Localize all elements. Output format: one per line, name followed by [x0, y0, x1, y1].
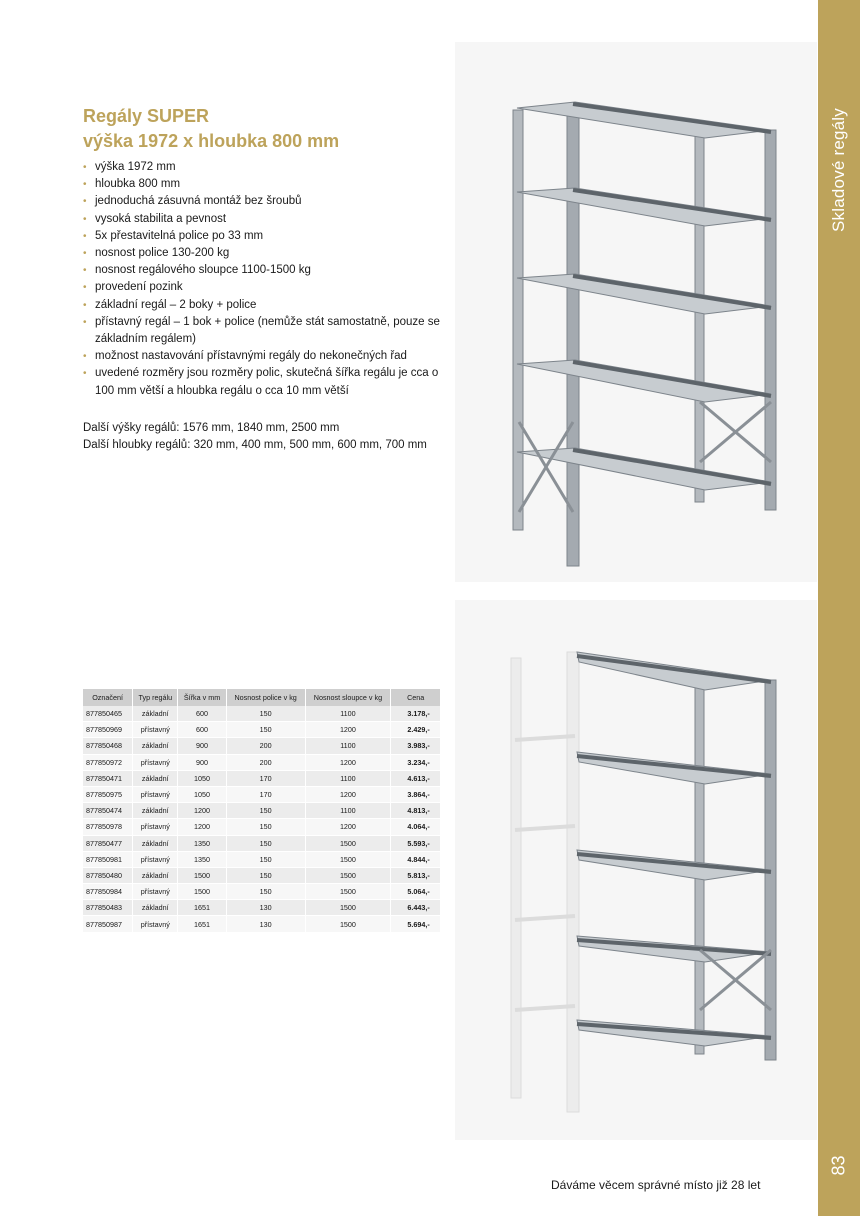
- cell-code: 877850474: [83, 803, 133, 819]
- cell-width: 1500: [178, 867, 226, 883]
- cell-type: přístavný: [133, 851, 178, 867]
- cell-type: přístavný: [133, 722, 178, 738]
- cell-shelf-load: 200: [226, 738, 305, 754]
- additional-depths: Další hloubky regálů: 320 mm, 400 mm, 500 mm, 600 mm, 700 mm: [83, 439, 427, 451]
- cell-width: 1050: [178, 770, 226, 786]
- cell-price: 4.844,-: [391, 851, 441, 867]
- cell-width: 600: [178, 722, 226, 738]
- cell-shelf-load: 150: [226, 722, 305, 738]
- cell-shelf-load: 150: [226, 851, 305, 867]
- cell-shelf-load: 170: [226, 770, 305, 786]
- cell-price: 4.813,-: [391, 803, 441, 819]
- table-row: [83, 803, 441, 819]
- cell-price: 4.613,-: [391, 770, 441, 786]
- table-row: [83, 835, 441, 851]
- cell-width: 1350: [178, 835, 226, 851]
- shelf-addon-illustration: [455, 600, 817, 1140]
- cell-price: 5.064,-: [391, 884, 441, 900]
- feature-item: • uvedené rozměry jsou rozměry polic, skutečná šířka regálu je cca o 100 mm větší a hloubka regálu o cca 10 mm větší: [83, 365, 443, 399]
- table-row: [83, 851, 441, 867]
- cell-code: 877850969: [83, 722, 133, 738]
- cell-width: 1050: [178, 786, 226, 802]
- feature-item: • 5x přestavitelná police po 33 mm: [83, 228, 443, 245]
- section-title-text: Skladové regály: [829, 108, 848, 232]
- cell-type: základní: [133, 803, 178, 819]
- cell-shelf-load: 150: [226, 706, 305, 722]
- cell-type: základní: [133, 706, 178, 722]
- cell-type: základní: [133, 900, 178, 916]
- cell-shelf-load: 150: [226, 835, 305, 851]
- cell-width: 1200: [178, 803, 226, 819]
- feature-list: [83, 159, 443, 400]
- shelf-photo-basic: [455, 42, 817, 582]
- cell-code: 877850471: [83, 770, 133, 786]
- feature-item: • hloubka 800 mm: [83, 176, 443, 193]
- cell-price: 3.864,-: [391, 786, 441, 802]
- cell-column-load: 1500: [305, 835, 391, 851]
- feature-item: • provedení pozink: [83, 279, 443, 296]
- cell-type: přístavný: [133, 786, 178, 802]
- table-row: [83, 754, 441, 770]
- cell-width: 1500: [178, 884, 226, 900]
- cell-type: přístavný: [133, 916, 178, 932]
- cell-type: přístavný: [133, 754, 178, 770]
- cell-width: 1651: [178, 916, 226, 932]
- cell-column-load: 1500: [305, 916, 391, 932]
- column-header: Nosnost sloupce v kg: [305, 689, 391, 706]
- cell-type: přístavný: [133, 884, 178, 900]
- cell-price: 5.813,-: [391, 867, 441, 883]
- cell-price: 6.443,-: [391, 900, 441, 916]
- cell-column-load: 1500: [305, 851, 391, 867]
- feature-item: • přístavný regál – 1 bok + police (nemůže stát samostatně, pouze se základním regálem): [83, 314, 443, 348]
- cell-price: 5.694,-: [391, 916, 441, 932]
- cell-column-load: 1200: [305, 722, 391, 738]
- cell-code: 877850984: [83, 884, 133, 900]
- cell-code: 877850975: [83, 786, 133, 802]
- cell-column-load: 1100: [305, 770, 391, 786]
- cell-column-load: 1100: [305, 738, 391, 754]
- table-row: [83, 738, 441, 754]
- additional-sizes: [83, 420, 427, 454]
- cell-code: 877850483: [83, 900, 133, 916]
- cell-shelf-load: 200: [226, 754, 305, 770]
- cell-type: základní: [133, 835, 178, 851]
- cell-code: 877850465: [83, 706, 133, 722]
- cell-column-load: 1100: [305, 706, 391, 722]
- feature-item: • nosnost police 130-200 kg: [83, 245, 443, 262]
- cell-code: 877850978: [83, 819, 133, 835]
- cell-shelf-load: 150: [226, 867, 305, 883]
- product-title-line1: Regály SUPER: [83, 106, 210, 126]
- table-row: [83, 916, 441, 932]
- cell-type: základní: [133, 770, 178, 786]
- cell-width: 1200: [178, 819, 226, 835]
- cell-shelf-load: 170: [226, 786, 305, 802]
- cell-column-load: 1200: [305, 819, 391, 835]
- page-number: [818, 1145, 860, 1185]
- cell-shelf-load: 130: [226, 916, 305, 932]
- product-title-line2: výška 1972 x hloubka 800 mm: [83, 131, 340, 151]
- cell-shelf-load: 150: [226, 819, 305, 835]
- table-row: [83, 786, 441, 802]
- shelf-illustration: [455, 42, 817, 582]
- cell-code: 877850477: [83, 835, 133, 851]
- cell-type: základní: [133, 867, 178, 883]
- column-header: Šířka v mm: [178, 689, 226, 706]
- cell-shelf-load: 150: [226, 803, 305, 819]
- footer-slogan: Dáváme věcem správné místo již 28 let: [551, 1178, 761, 1192]
- column-header: Cena: [391, 689, 441, 706]
- cell-price: 5.593,-: [391, 835, 441, 851]
- cell-price: 3.178,-: [391, 706, 441, 722]
- price-table: [83, 689, 441, 933]
- table-row: [83, 884, 441, 900]
- cell-width: 900: [178, 738, 226, 754]
- section-title: [818, 100, 860, 240]
- cell-width: 1651: [178, 900, 226, 916]
- cell-price: 2.429,-: [391, 722, 441, 738]
- additional-heights: Další výšky regálů: 1576 mm, 1840 mm, 2500 mm: [83, 422, 340, 434]
- table-header-row: [83, 689, 441, 706]
- feature-item: • základní regál – 2 boky + police: [83, 297, 443, 314]
- cell-type: přístavný: [133, 819, 178, 835]
- cell-width: 600: [178, 706, 226, 722]
- product-title: [83, 104, 339, 154]
- column-header: Označení: [83, 689, 133, 706]
- cell-type: základní: [133, 738, 178, 754]
- cell-price: 4.064,-: [391, 819, 441, 835]
- column-header: Typ regálu: [133, 689, 178, 706]
- cell-column-load: 1500: [305, 884, 391, 900]
- cell-width: 900: [178, 754, 226, 770]
- table-row: [83, 706, 441, 722]
- cell-code: 877850480: [83, 867, 133, 883]
- feature-item: • možnost nastavování přístavnými regály do nekonečných řad: [83, 348, 443, 365]
- column-header: Nosnost police v kg: [226, 689, 305, 706]
- cell-code: 877850987: [83, 916, 133, 932]
- cell-shelf-load: 150: [226, 884, 305, 900]
- cell-column-load: 1200: [305, 786, 391, 802]
- cell-price: 3.234,-: [391, 754, 441, 770]
- cell-column-load: 1500: [305, 867, 391, 883]
- table-row: [83, 819, 441, 835]
- cell-price: 3.983,-: [391, 738, 441, 754]
- cell-shelf-load: 130: [226, 900, 305, 916]
- cell-column-load: 1100: [305, 803, 391, 819]
- feature-item: • jednoduchá zásuvná montáž bez šroubů: [83, 193, 443, 210]
- feature-item: • vysoká stabilita a pevnost: [83, 211, 443, 228]
- table-row: [83, 722, 441, 738]
- cell-code: 877850972: [83, 754, 133, 770]
- table-row: [83, 867, 441, 883]
- feature-item: • nosnost regálového sloupce 1100-1500 kg: [83, 262, 443, 279]
- table-row: [83, 770, 441, 786]
- cell-column-load: 1500: [305, 900, 391, 916]
- page-number-text: 83: [828, 1154, 849, 1176]
- cell-code: 877850981: [83, 851, 133, 867]
- cell-code: 877850468: [83, 738, 133, 754]
- table-row: [83, 900, 441, 916]
- shelf-photo-addon: [455, 600, 817, 1140]
- feature-item: • výška 1972 mm: [83, 159, 443, 176]
- cell-column-load: 1200: [305, 754, 391, 770]
- cell-width: 1350: [178, 851, 226, 867]
